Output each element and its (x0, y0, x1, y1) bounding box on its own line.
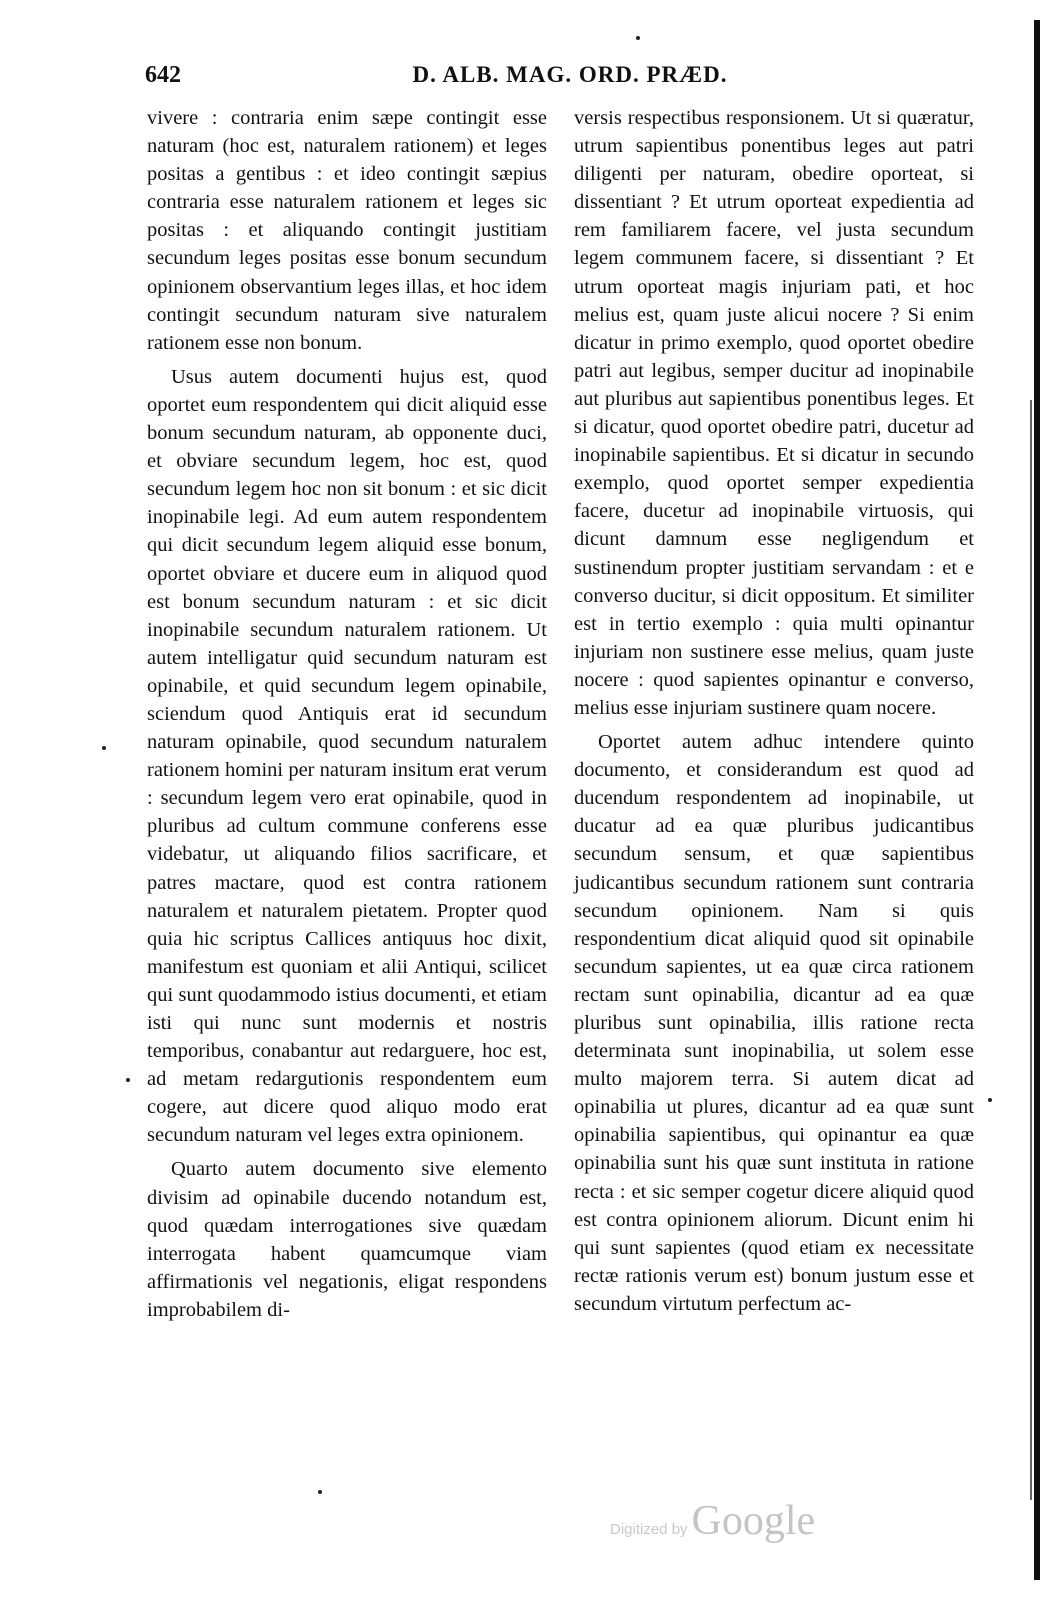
right-paragraph-1: versis respectibus responsionem. Ut si quæratur, utrum sapientibus ponentibus leges aut patri diligenti per naturam, obedire oporteat, si dissentiant ? Et utrum oporteat expedientia ad rem familiarem facere, vel justa secundum legem communem facere, si dissentiant ? Et utrum oporteat magis injuriam pati, et hoc melius est, quam juste alicui nocere ? Si enim dicatur in primo exemplo, quod oportet obedire patri aut legibus, semper ducitur ad inopinabile aut pluribus aut sapientibus ponentibus leges. Et si dicatur, quod oportet obedire patri, ducetur ad inopinabile sapientibus. Et si dicatur in secundo exemplo, quod oportet semper expedientia facere, ducetur ad inopinabile virtuosis, qui dicunt damnum esse negligendum et sustinendum propter justitiam servandam : et e converso ducitur, si dicit oppositum. Et similiter est in tertio exemplo : quia multi opinantur injuriam non sustinere esse melius, quam juste nocere : quod sapientes opinantur e converso, melius esse injuriam sustinere quam nocere. (574, 107, 974, 719)
scan-speck (318, 1490, 322, 1494)
scan-speck (102, 746, 106, 750)
left-column (147, 104, 547, 1324)
left-paragraph-2: Usus autem documenti hujus est, quod oportet eum respondentem qui dicit aliquid esse bonum secundum naturam, ab opponente duci, et obviare secundum legem, hoc est, quod secundum legem hoc non sit bonum : et sic dicit inopinabile legi. Ad eum autem respondentem qui dicit secundum legem aliquid esse bonum, oportet obviare et ducere eum in aliquod quod est bonum secundum naturam : et sic dicit inopinabile secundum naturalem rationem. Ut autem intelligatur quid secundum naturam est opinabile, et quid secundum legem opinabile, sciendum quod Antiquis erat id secundum naturam opinabile, quod secundum naturalem rationem homini per naturam insitum erat verum : secundum legem vero erat opinabile, quod in pluribus ad cultum commune conferens esse videbatur, ut aliquando filios sacrificare, et patres mactare, quod est contra rationem naturalem et naturalem pietatem. Propter quod quia hic scriptus Callices antiquus hoc dixit, manifestum est quoniam et alii Antiqui, scilicet qui sunt quodammodo istius documenti, et etiam isti qui nunc sunt modernis et nostris temporibus, conabantur aut redarguere, hoc est, ad metam redargutionis respondentem eum cogere, aut dicere quod aliquo modo erat secundum naturam vel leges extra opinionem. (147, 365, 547, 1147)
running-title: D. ALB. MAG. ORD. PRÆD. (412, 62, 728, 87)
google-logo: Google (691, 1498, 816, 1544)
left-paragraph-1: vivere : contraria enim sæpe contingit esse naturam (hoc est, naturalem rationem) et leges positas a gentibus : et ideo contingit sæpius contraria esse naturalem rationem et leges sic positas : et aliquando contingit justitiam secundum leges positas esse bonum secundum opinionem observantium leges illas, et hoc idem contingit secundum naturam sive naturalem rationem esse non bonum. (147, 107, 547, 354)
left-paragraph-3: Quarto autem documento sive elemento divisim ad opinabile ducendo notandum est, quod quædam interrogationes sive quædam interrogata habent quamcumque viam affirmationis vel negationis, eligat respondens improbabilem di- (147, 1158, 547, 1321)
digitization-watermark (610, 1497, 815, 1545)
scan-speck (636, 36, 640, 40)
right-paragraph-2: Oportet autem adhuc intendere quinto documento, et considerandum est quod ad ducendum respondentem ad inopinabile, ut ducatur ad ea quæ pluribus judicantibus secundum sensum, et quæ sapientibus judicantibus secundum rationem sunt contraria secundum opinionem. Nam si quis respondentium dicat aliquid quod sit opinabile secundum sapientes, ut ea quæ circa rationem rectam sunt opinabilia, dicantur ad ea quæ pluribus sunt opinabilia, illis ratione recta determinata sunt inopinabilia, ut solem esse multo majorem terra. Si autem dicat ad opinabilia ut plures, dicantur ad ea quæ sunt opinabilia sapientibus, qui opinantur ea quæ opinabilia sunt his quæ sunt instituta in ratione recta : et sic semper cogetur dicere aliquid quod est contra opinionem aliorum. Dicunt enim hi qui sunt sapientes (quod etiam ex necessitate rectæ rationis verum est) bonum justum esse et secundum virtutum perfectum ac- (574, 731, 974, 1315)
scan-speck (988, 1098, 992, 1102)
page-number: 642 (145, 62, 181, 88)
page-binding-shadow (1030, 400, 1032, 1500)
scan-speck (126, 1078, 130, 1082)
page-binding-edge (1034, 20, 1040, 1580)
digitized-label: Digitized by (610, 1521, 688, 1538)
right-column (574, 104, 974, 1318)
